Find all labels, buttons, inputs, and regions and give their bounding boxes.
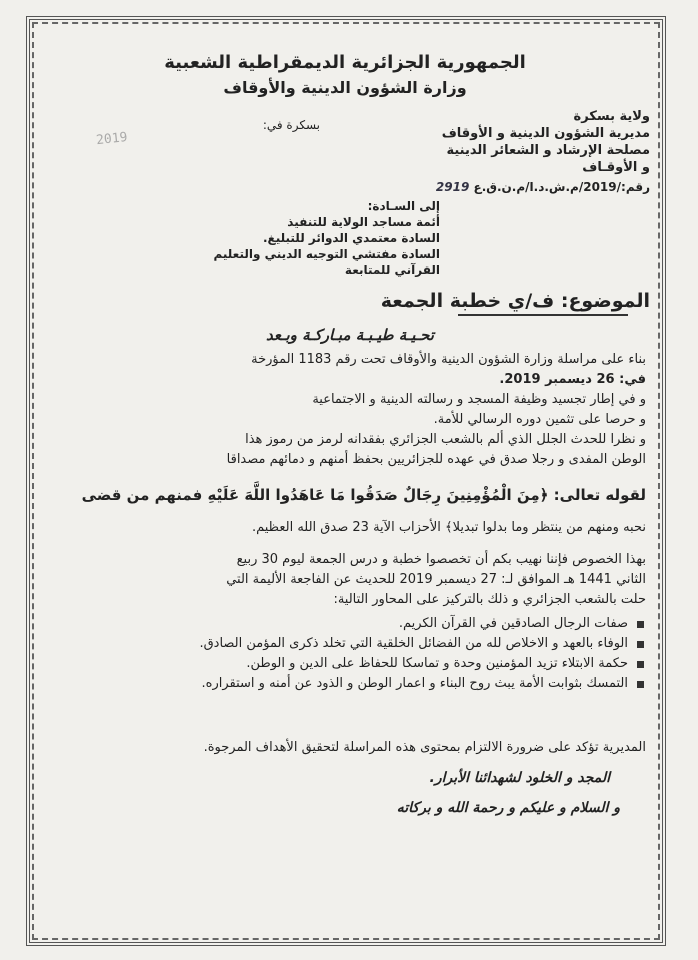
paragraph-line: بناء على مراسلة وزارة الشؤون الدينية والأوقاف تحت رقم 1183 المؤرخة xyxy=(251,352,646,367)
quran-verse-continued: نحبه ومنهم من ينتظر وما بدلوا تبديلا﴾ الأحزاب الآية 23 صدق الله العظيم. xyxy=(251,520,646,535)
recipient-line: أئمة مساجد الولاية للتنفيذ xyxy=(287,215,440,229)
republic-title: الجمهورية الجزائرية الديمقراطية الشعبية xyxy=(164,52,526,73)
subject-label: الموضوع: xyxy=(560,290,650,312)
recipients-to: إلى السـادة: xyxy=(367,199,440,213)
list-item: صفات الرجال الصادقين في القرآن الكريم. xyxy=(86,614,646,634)
paragraph-line: في: 26 ديسمبر 2019. xyxy=(499,372,646,387)
reference-number xyxy=(350,180,650,194)
list-item: حكمة الابتلاء تزيد المؤمنين وحدة و تماسكا للحفاظ على الدين و الوطن. xyxy=(86,654,646,674)
paragraph-intro xyxy=(56,350,646,470)
paragraph-line: و نظرا للحدث الجلل الذي ألم بالشعب الجزائري بفقدانه لرمز من رموز هذا xyxy=(245,432,646,447)
subject xyxy=(230,290,650,312)
place-date: بسكرة في: xyxy=(262,118,320,132)
paragraph-line: الثاني 1441 هـ الموافق لـ: 27 ديسمبر 2019 للحديث عن الفاجعة الأليمة التي xyxy=(226,572,646,587)
paragraph-line: الوطن المفدى و رجلا صدق في عهده للجزائريين بحفظ أمنهم و دمائهم مصداقا xyxy=(226,452,646,467)
quran-verse: لقوله تعالى: ﴿مِنَ الْمُؤْمِنِينَ رِجَالٌ صَدَقُوا مَا عَاهَدُوا اللَّهَ عَلَيْهِ فمنهم من قضى xyxy=(81,486,646,504)
greeting: تحـيـة طيـبـة مبـاركـة وبـعد xyxy=(266,326,434,344)
subject-underline xyxy=(458,314,628,316)
sender-line: ولاية بسكرة xyxy=(573,109,650,124)
recipient-line: السادة معتمدي الدوائر للتبليغ. xyxy=(262,231,440,245)
sender-block xyxy=(360,108,650,176)
reference-suffix: /2019/م.ش.د.ا/م.ن.ق.ع xyxy=(473,180,622,194)
subject-text: ف/ي خطبة الجمعة xyxy=(380,290,555,312)
reference-label: رقم: xyxy=(621,180,650,194)
ministry-title: وزارة الشؤون الدينية والأوقاف xyxy=(223,78,467,97)
signoff-line: و السلام و عليكم و رحمة الله و بركاته xyxy=(396,800,620,816)
recipient-line: القرآني للمتابعة xyxy=(344,263,440,277)
paragraph-instructions xyxy=(56,550,646,610)
closing-statement: المديرية تؤكد على ضرورة الالتزام بمحتوى هذه المراسلة لتحقيق الأهداف المرجوة. xyxy=(203,740,646,755)
sender-line: و الأوقـاف xyxy=(582,160,650,175)
received-stamp: 2019 xyxy=(95,129,129,149)
reference-handwritten-number: 2919 xyxy=(435,180,470,194)
topics-list xyxy=(86,614,646,694)
paragraph-line: حلت بالشعب الجزائري و ذلك بالتركيز على المحاور التالية: xyxy=(333,592,646,607)
list-item: الوفاء بالعهد و الاخلاص لله من الفضائل الخلقية التي تخلد ذكرى المؤمن الصادق. xyxy=(86,634,646,654)
sender-line: مديرية الشؤون الدينية و الأوقاف xyxy=(441,126,650,141)
recipients-block xyxy=(150,198,440,278)
recipient-line: السادة مفتشي التوجيه الديني والتعليم xyxy=(213,247,440,261)
paragraph-line: بهذا الخصوص فإننا نهيب بكم أن تخصصوا خطبة و درس الجمعة ليوم 30 ربيع xyxy=(236,552,646,567)
paragraph-line: و حرصا على تثمين دوره الرسالي للأمة. xyxy=(433,412,646,427)
paragraph-line: و في إطار تجسيد وظيفة المسجد و رسالته الدينية و الاجتماعية xyxy=(312,392,646,407)
sender-line: مصلحة الإرشاد و الشعائر الدينية xyxy=(446,143,650,158)
list-item: التمسك بثوابت الأمة يبث روح البناء و اعمار الوطن و الذود عن أمنه و استقراره. xyxy=(86,674,646,694)
signoff-line: المجد و الخلود لشهدائنا الأبرار. xyxy=(429,770,610,786)
